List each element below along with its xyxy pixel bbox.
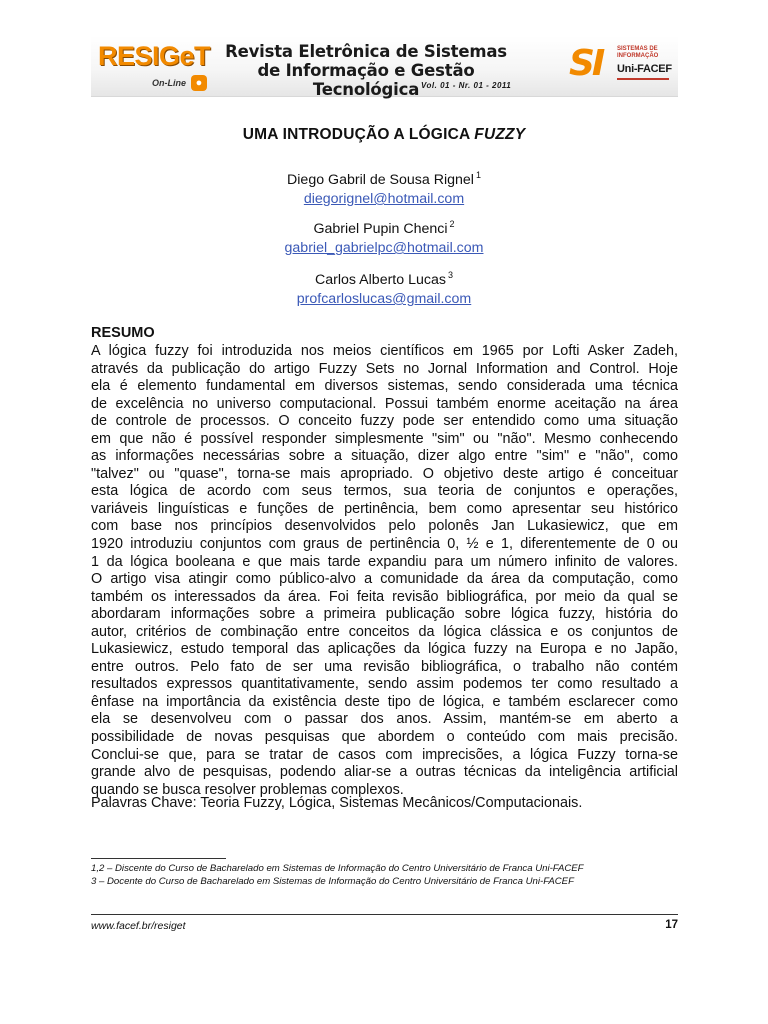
abstract-line: possibilidade de novas pesquisas que abordem o conteúdo com mais precisão. [91,729,678,746]
abstract-line: autor, critérios de combinação entre conceitos da lógica clássica e os conjuntos de [91,623,678,640]
resiget-logo-text: RESIGeT [98,41,211,71]
abstract-line: esta lógica de acordo com seus termos, sua teoria de conjuntos e operações, [91,483,678,500]
journal-title [216,42,516,99]
author-block [0,266,768,309]
footnote-2: 3 – Docente do Curso de Bacharelado em Sistemas de Informação do Centro Universitário de Franca Uni-FACEF [91,876,574,887]
author-email-link[interactable]: profcarloslucas@gmail.com [296,291,472,307]
abstract-line: "talvez" ou "quase", torna-se mais apropriado. O objetivo deste artigo é conceituar [91,465,678,482]
abstract-line: grande alvo de pesquisas, podendo aliar-se a outras técnicas da inteligência artificial [91,764,678,781]
abstract-line: variáveis linguísticas e funções de pertinência, bem como apresentar seu histórico [91,500,678,517]
online-label: On-Line [152,78,186,88]
abstract-line: A lógica fuzzy foi introduzida nos meios científicos em 1965 por Lofti Asker Zadeh, [91,343,678,359]
article-title-emphasis: FUZZY [474,126,526,143]
abstract-line: também os interessados da área. Foi feita revisão bibliográfica, por meio da qual se [91,588,678,605]
keywords: Palavras Chave: Teoria Fuzzy, Lógica, Sistemas Mecânicos/Computacionais. [91,795,583,811]
abstract-line: 1920 introduziu conjuntos com graus de pertinência 0, ½ e 1, diferentemente de 0 ou [91,536,678,553]
author-footnote-marker: 2 [449,219,455,229]
resiget-logo [98,41,210,91]
page-number: 17 [665,919,678,931]
si-unifacef-logo [569,44,674,90]
abstract-line: quando se busca resolver problemas complexos. [91,781,404,798]
abstract-line: entre outros. Pelo fato de ser uma revisão bibliográfica, o trabalho não contém [91,658,678,675]
abstract-line: através da publicação do artigo Fuzzy Sets no Jornal Information and Control. Hoje [91,360,678,377]
unifacef-label: Uni-FACEF [617,63,672,75]
author-name: Gabriel Pupin Chenci $^2$ [313,219,455,237]
abstract-line: ela se desenvolveu com o passar dos anos. Assim, mantém-se em aberto a [91,711,678,728]
abstract-line: de excelência no universo computacional. Possui também enorme aceitação na área [91,395,678,412]
author-name: Diego Gabril de Sousa Rignel $^1$ [287,170,481,188]
abstract-line: O artigo visa atingir como público-alvo a comunidade da área da computação, como [91,571,678,588]
globe-icon: ● [191,75,207,91]
journal-title-line1: Revista Eletrônica de Sistemas [225,42,507,61]
abstract-line: resultados expressos quantitativamente, sendo assim podemos ter como resultado a [91,676,678,693]
footnote-1: 1,2 – Discente do Curso de Bacharelado em Sistemas de Informação do Centro Universitário de Franca Uni-FACEF [91,863,584,874]
author-email-link[interactable]: diegorignel@hotmail.com [303,191,465,207]
author-block [0,215,768,258]
si-logo-text: SI [569,43,603,84]
si-logo-subtitle: SISTEMAS DE INFORMAÇÃO [617,46,659,59]
footnote-divider [91,858,226,859]
abstract-line: ênfase na importância da existência deste tipo de lógica, e também esclarecer como [91,693,678,710]
abstract-line: de controle de processos. O conceito fuzzy pode ser entendido como uma situação [91,413,678,430]
journal-volume: Vol. 01 - Nr. 01 - 2011 [421,81,512,90]
journal-banner [91,36,678,97]
logo-divider [617,78,669,80]
footnotes [91,862,584,888]
abstract-line: as informações necessárias sobre a situação, dizer algo entre "sim" e "não", como [91,448,678,465]
footer-url[interactable]: www.facef.br/resiget [91,920,186,932]
abstract-line: Lukasiewicz, estudo temporal das aplicações da lógica fuzzy na Europa e no Japão, [91,641,678,658]
author-name: Carlos Alberto Lucas $^3$ [315,270,453,288]
abstract-line: ela é elemento fundamental em diversos sistemas, sendo considerada uma técnica [91,378,678,395]
abstract-line: abordaram informações sobre a primeira publicação sobre lógica fuzzy, história do [91,606,678,623]
abstract-line: em que não é possível responder simplesmente "sim" ou "não". Mesmo conhecendo [91,430,678,447]
article-title-main: UMA INTRODUÇÃO A LÓGICA [242,126,475,143]
author-footnote-marker: 3 [447,270,453,280]
author-footnote-marker: 1 [475,170,481,180]
abstract-body [91,343,678,799]
abstract-line: Conclui-se que, para se tratar de casos com imprecisões, a lógica Fuzzy torna-se [91,746,678,763]
footer-divider [91,914,678,915]
author-block [0,166,768,209]
abstract-line: com base nos princípios desenvolvidos pelo polonês Jan Lukasiewicz, que em [91,518,678,535]
author-email-link[interactable]: gabriel_gabrielpc@hotmail.com [284,240,484,256]
abstract-heading: RESUMO [91,325,155,341]
article-title [0,126,768,144]
journal-title-line2: de Informação e Gestão Tecnológica [257,61,475,99]
abstract-line: 1 da lógica booleana e que mais tarde expandiu para um número infinito de valores. [91,553,678,570]
